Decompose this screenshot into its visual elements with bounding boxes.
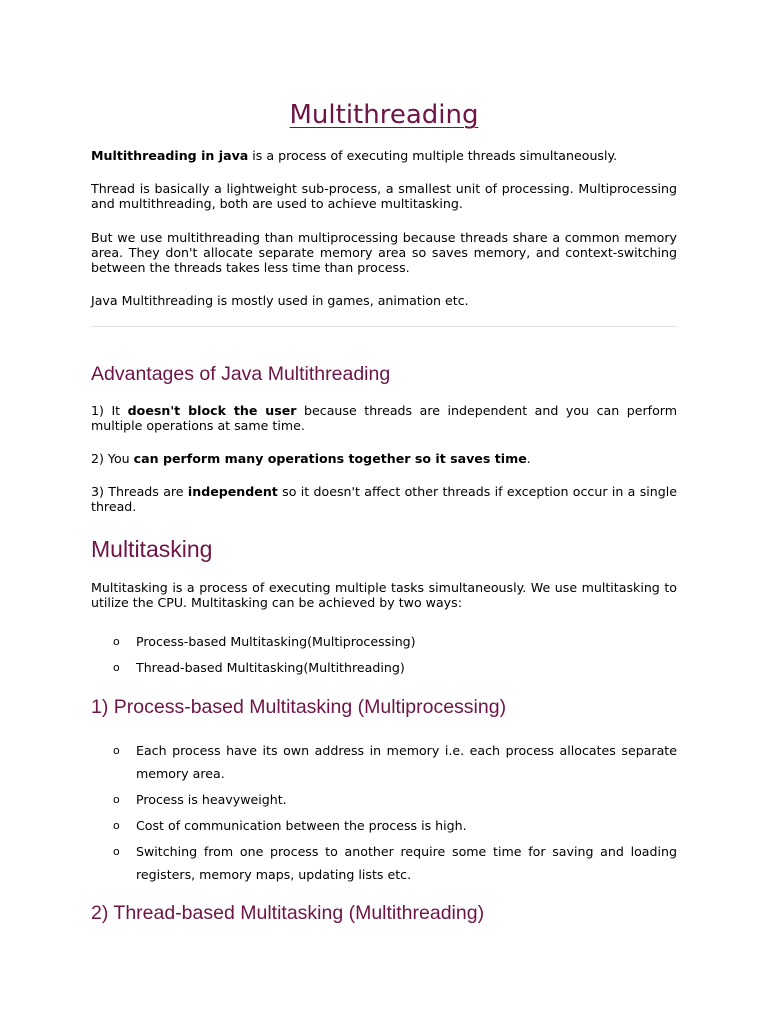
bullet-circle-icon: o (113, 819, 120, 832)
list-item (91, 739, 677, 785)
process-based-heading: 1) Process-based Multitasking (Multiprocessing) (91, 696, 507, 718)
list-item (91, 840, 677, 886)
intro-paragraph-2: Thread is basically a lightweight sub-process, a smallest unit of processing. Multiprocessing and multithreading, both are used to achieve multitasking. (91, 181, 677, 211)
multitasking-ways-list (91, 630, 677, 682)
advantage-1-text: because threads are independent and you can perform multiple operations at same time. (91, 403, 678, 433)
advantage-3-prefix: 3) Threads are (91, 484, 188, 499)
section-divider (91, 326, 677, 327)
thread-based-heading: 2) Thread-based Multitasking (Multithreading) (91, 902, 485, 924)
bullet-circle-icon: o (113, 635, 120, 648)
intro-paragraph-1 (91, 148, 677, 163)
bullet-circle-icon: o (113, 845, 120, 858)
list-item (91, 630, 677, 653)
page-title: Multithreading (289, 100, 479, 130)
multitasking-paragraph: Multitasking is a process of executing multiple tasks simultaneously. We use multitasking to utilize the CPU. Multitasking can be achieved by two ways: (91, 580, 677, 610)
advantage-item-3 (91, 484, 677, 514)
bullet-circle-icon: o (113, 744, 120, 757)
advantage-1-prefix: 1) It (91, 403, 128, 418)
intro-paragraph-4: Java Multithreading is mostly used in games, animation etc. (91, 293, 469, 308)
advantage-item-2 (91, 451, 677, 466)
advantage-3-text: so it doesn't affect other threads if exception occur in a single thread. (91, 484, 678, 514)
advantage-item-1 (91, 403, 677, 433)
list-item-text: Thread-based Multitasking(Multithreading) (136, 660, 405, 675)
advantages-heading: Advantages of Java Multithreading (91, 363, 391, 385)
advantage-2-text: . (526, 451, 531, 466)
list-item (91, 788, 677, 811)
list-item-text: Process is heavyweight. (136, 792, 287, 807)
list-item-text: Switching from one process to another require some time for saving and loading registers, memory maps, updating lists etc. (136, 844, 677, 882)
intro-paragraph-3: But we use multithreading than multiprocessing because threads share a common memory area. They don't allocate separate memory area so saves memory, and context-switching between the threads takes less time than process. (91, 230, 677, 275)
multitasking-heading: Multitasking (91, 536, 213, 562)
advantage-3-bold: independent (187, 484, 278, 499)
list-item-text: Cost of communication between the process is high. (136, 818, 467, 833)
bullet-circle-icon: o (113, 661, 120, 674)
list-item (91, 656, 677, 679)
list-item (91, 814, 677, 837)
advantage-2-bold: can perform many operations together so it saves time (133, 451, 527, 466)
list-item-text: Process-based Multitasking(Multiprocessing) (136, 634, 416, 649)
bullet-circle-icon: o (113, 793, 120, 806)
intro-text: is a process of executing multiple threads simultaneously. (248, 148, 618, 163)
list-item-text: Each process have its own address in memory i.e. each process allocates separate memory area. (136, 743, 677, 781)
intro-bold-term: Multithreading in java (91, 148, 249, 163)
advantage-1-bold: doesn't block the user (127, 403, 297, 418)
process-based-list (91, 739, 677, 889)
advantage-2-prefix: 2) You (91, 451, 134, 466)
